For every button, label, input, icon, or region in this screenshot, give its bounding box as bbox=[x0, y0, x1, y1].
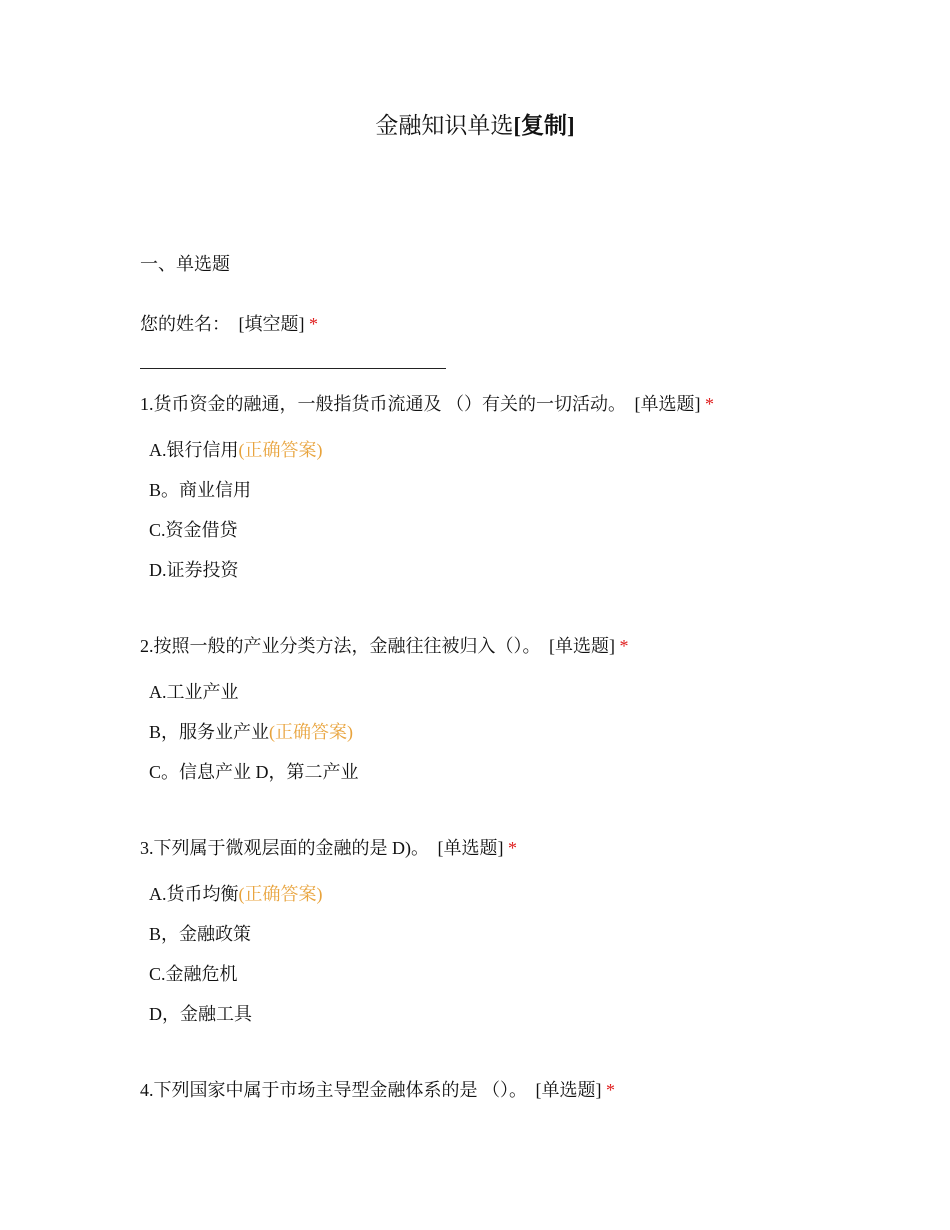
option-text: A.工业产业 bbox=[149, 682, 239, 702]
survey-title bbox=[0, 110, 950, 142]
required-mark: * bbox=[619, 636, 629, 656]
option-text: D.证券投资 bbox=[149, 560, 239, 580]
required-mark: * bbox=[309, 314, 318, 334]
name-question-type: [填空题] bbox=[238, 314, 305, 334]
question-type: [单选题] bbox=[535, 1080, 602, 1100]
option-2b[interactable] bbox=[149, 718, 353, 746]
option-text: B，金融政策 bbox=[149, 924, 252, 944]
question-3 bbox=[140, 834, 517, 862]
question-4 bbox=[140, 1076, 615, 1104]
option-2a[interactable] bbox=[149, 678, 239, 706]
question-text: 3.下列属于微观层面的金融的是 D)。 bbox=[140, 838, 429, 858]
option-3b[interactable] bbox=[149, 920, 251, 948]
required-mark: * bbox=[705, 394, 714, 414]
option-1c[interactable] bbox=[149, 516, 238, 544]
question-type: [单选题] bbox=[549, 636, 615, 656]
option-text: C.金融危机 bbox=[149, 964, 238, 984]
survey-title-main: 金融知识单选 bbox=[375, 113, 514, 138]
section-heading: 一、单选题 bbox=[140, 254, 230, 274]
correct-answer-label: (正确答案) bbox=[269, 722, 354, 742]
question-text: 2.按照一般的产业分类方法，金融往往被归入（）。 bbox=[140, 636, 541, 656]
option-text: B，服务业产业 bbox=[149, 722, 270, 742]
option-1b[interactable] bbox=[149, 476, 251, 504]
question-type: [单选题] bbox=[634, 394, 701, 414]
required-mark: * bbox=[606, 1080, 615, 1100]
name-question bbox=[140, 310, 318, 338]
option-text: C.资金借贷 bbox=[149, 520, 238, 540]
correct-answer-label: (正确答案) bbox=[238, 884, 323, 904]
option-1d[interactable] bbox=[149, 556, 239, 584]
survey-title-suffix: [复制] bbox=[513, 113, 575, 138]
option-text: D，金融工具 bbox=[149, 1004, 252, 1024]
option-3d[interactable] bbox=[149, 1000, 252, 1028]
question-text: 1.货币资金的融通，一般指货币流通及 （）有关的一切活动。 bbox=[140, 394, 626, 414]
required-mark: * bbox=[508, 838, 517, 858]
option-2c[interactable] bbox=[149, 758, 359, 786]
option-text: A.货币均衡 bbox=[149, 884, 239, 904]
option-3a[interactable] bbox=[149, 880, 323, 908]
question-1 bbox=[140, 390, 714, 418]
option-text: B。商业信用 bbox=[149, 480, 252, 500]
option-3c[interactable] bbox=[149, 960, 238, 988]
option-text: A.银行信用 bbox=[149, 440, 239, 460]
option-text: C。信息产业 D，第二产业 bbox=[149, 762, 359, 782]
question-2 bbox=[140, 632, 629, 660]
question-type: [单选题] bbox=[437, 838, 504, 858]
correct-answer-label: (正确答案) bbox=[238, 440, 323, 460]
name-answer-blank[interactable] bbox=[140, 368, 446, 369]
question-text: 4.下列国家中属于市场主导型金融体系的是 （）。 bbox=[140, 1080, 527, 1100]
name-question-label: 您的姓名： bbox=[140, 314, 230, 334]
option-1a[interactable] bbox=[149, 436, 323, 464]
